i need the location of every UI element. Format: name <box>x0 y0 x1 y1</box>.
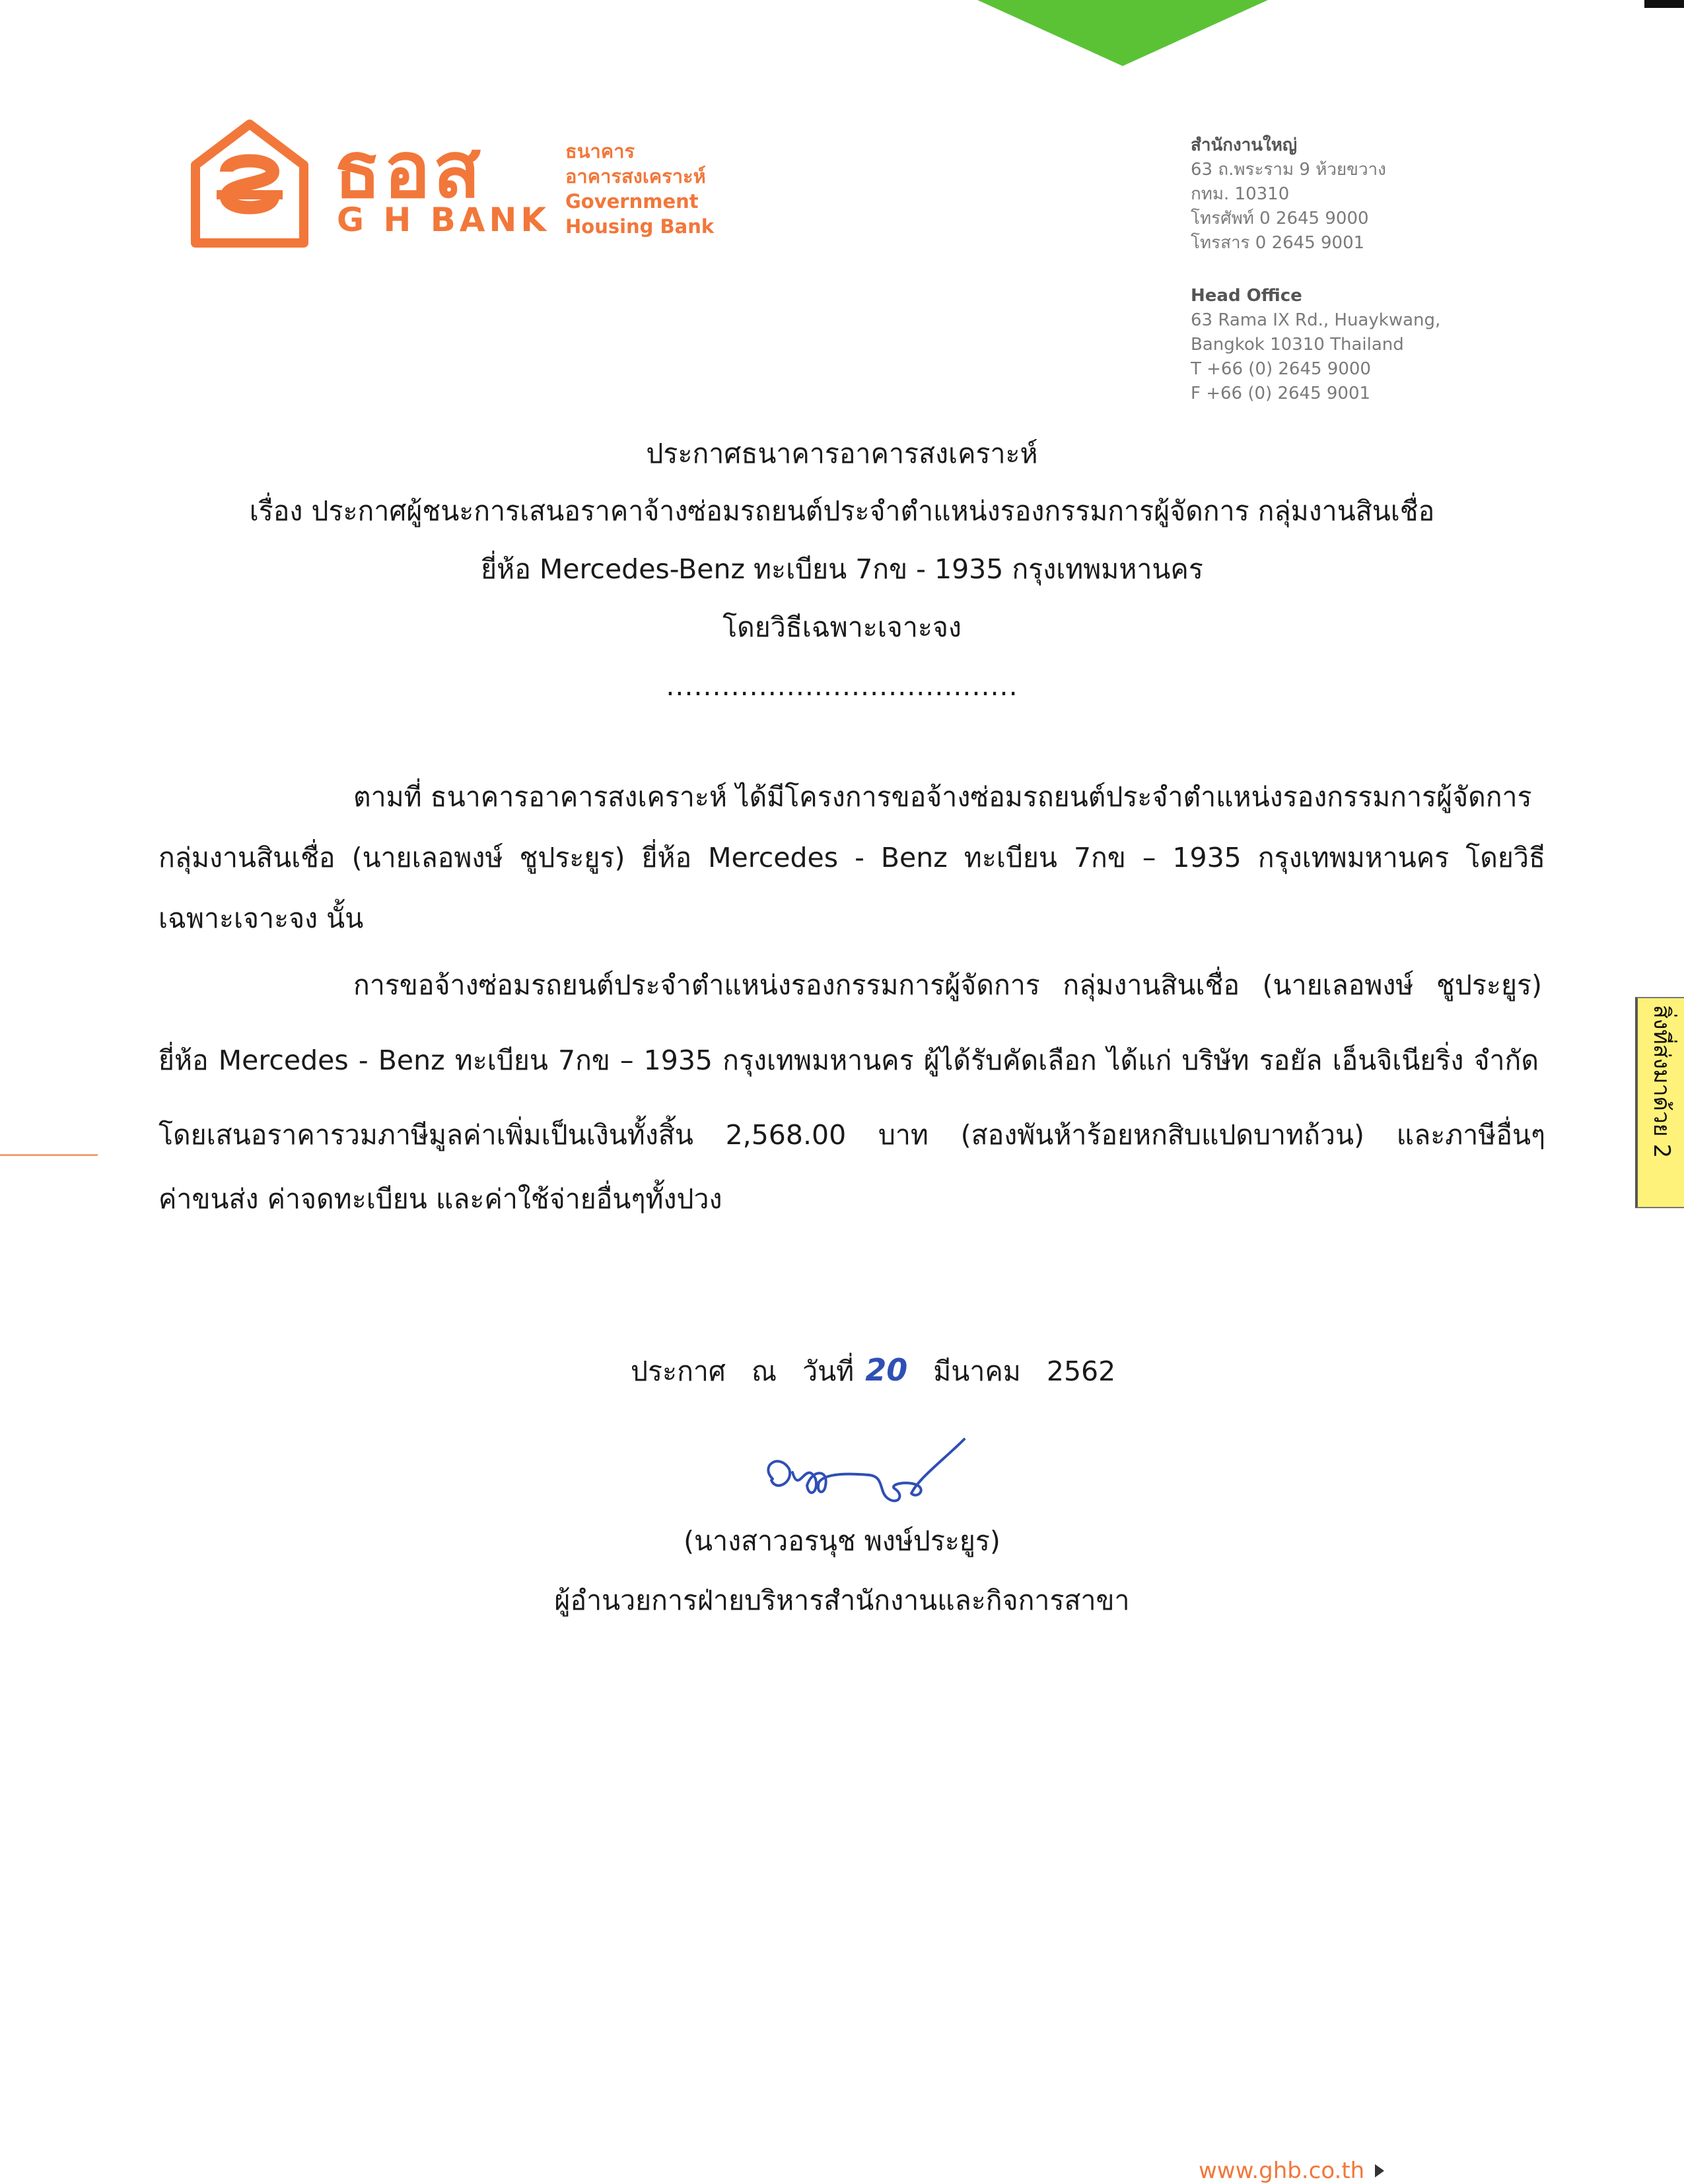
logo-name-line: อาคารสงเคราะห์ <box>565 165 706 188</box>
title-divider-dots: ...................................... <box>666 670 1018 702</box>
office-line: กทม. 10310 <box>1191 184 1290 204</box>
logo-thai-wordmark: ธอส <box>333 124 483 215</box>
office-line: T +66 (0) 2645 9000 <box>1191 359 1371 379</box>
date-month: มีนาคม <box>933 1355 1021 1387</box>
attachment-tab-label: สิ่งที่ส่งมาด้วย 2 <box>1648 1005 1675 1159</box>
office-heading: สำนักงานใหญ่ <box>1191 135 1298 155</box>
paragraph-2-line: ยี่ห้อ Mercedes - Benz ทะเบียน 7กข – 1935 กรุงเทพมหานคร ผู้ได้รับคัดเลือก ได้แก่ บริษัท รอยัล เอ็นจิเนียริ่ง จำกัด <box>158 1044 1539 1076</box>
logo-name-line: Government <box>565 190 699 213</box>
paragraph-2-line: การขอจ้างซ่อมรถยนต์ประจำตำแหน่งรองกรรมการผู้จัดการ กลุ่มงานสินเชื่อ (นายเลอพงษ์ ชูประยูร) <box>353 969 1542 1001</box>
date-prefix: ประกาศ <box>631 1355 726 1387</box>
footer-website-url: www.ghb.co.th <box>1199 2158 1365 2184</box>
signer-name: (นางสาวอรนุช พงษ์ประยูร) <box>684 1525 1000 1557</box>
date-at: ณ <box>752 1355 777 1387</box>
date-day-label: วันที่ <box>802 1355 855 1387</box>
logo-english-wordmark: G H BANK <box>337 201 551 239</box>
logo-name-line: Housing Bank <box>565 215 715 238</box>
office-address-thai <box>1191 133 1386 256</box>
announcement-title: ประกาศธนาคารอาคารสงเคราะห์ <box>646 438 1038 469</box>
logo-full-name <box>565 139 714 239</box>
ghbank-house-logo-icon <box>190 119 309 248</box>
announcement-date <box>631 1351 1133 1390</box>
paragraph-2-line: ค่าขนส่ง ค่าจดทะเบียน และค่าใช้จ่ายอื่นๆทั้งปวง <box>158 1183 722 1215</box>
paragraph-1-line: ตามที่ ธนาคารอาคารสงเคราะห์ ได้มีโครงการขอจ้างซ่อมรถยนต์ประจำตำแหน่งรองกรรมการผู้จัดการ <box>353 781 1532 813</box>
office-line: Bangkok 10310 Thailand <box>1191 335 1404 355</box>
paragraph-1-line: เฉพาะเจาะจง นั้น <box>158 903 364 934</box>
office-address-english <box>1191 284 1440 406</box>
office-line: F +66 (0) 2645 9001 <box>1191 384 1371 403</box>
announcement-subject: เรื่อง ประกาศผู้ชนะการเสนอราคาจ้างซ่อมรถยนต์ประจำตำแหน่งรองกรรมการผู้จัดการ กลุ่มงานสินเชื่อ <box>249 495 1435 527</box>
announcement-subject-vehicle: ยี่ห้อ Mercedes-Benz ทะเบียน 7กข - 1935 กรุงเทพมหานคร <box>481 553 1203 585</box>
office-line: 63 ถ.พระราม 9 ห้วยขวาง <box>1191 160 1386 180</box>
office-line: โทรศัพท์ 0 2645 9000 <box>1191 209 1369 228</box>
attachment-sticky-tab <box>1635 997 1684 1208</box>
paragraph-2-line: โดยเสนอราคารวมภาษีมูลค่าเพิ่มเป็นเงินทั้งสิ้น 2,568.00 บาท (สองพันห้าร้อยหกสิบแปดบาทถ้วน) และภาษีอื่นๆ <box>158 1119 1545 1151</box>
footer-arrow-icon <box>1375 2164 1384 2177</box>
date-day-handwritten: 20 <box>865 1352 908 1388</box>
announcement-method: โดยวิธีเฉพาะเจาะจง <box>722 611 962 643</box>
paragraph-1-line: กลุ่มงานสินเชื่อ (นายเลอพงษ์ ชูประยูร) ยี่ห้อ Mercedes - Benz ทะเบียน 7กข – 1935 กรุงเทพมหานคร โดยวิธี <box>158 842 1545 873</box>
scan-corner-mark <box>1644 0 1684 8</box>
logo-name-line: ธนาคาร <box>565 140 635 162</box>
left-margin-fold-mark <box>0 1154 98 1156</box>
signer-title: ผู้อำนวยการฝ่ายบริหารสำนักงานและกิจการสาขา <box>554 1585 1130 1616</box>
header-green-chevron <box>977 0 1268 66</box>
handwritten-signature <box>753 1433 984 1525</box>
date-year: 2562 <box>1046 1355 1116 1387</box>
office-line: 63 Rama IX Rd., Huaykwang, <box>1191 310 1441 330</box>
office-heading: Head Office <box>1191 286 1302 306</box>
office-line: โทรสาร 0 2645 9001 <box>1191 233 1365 253</box>
